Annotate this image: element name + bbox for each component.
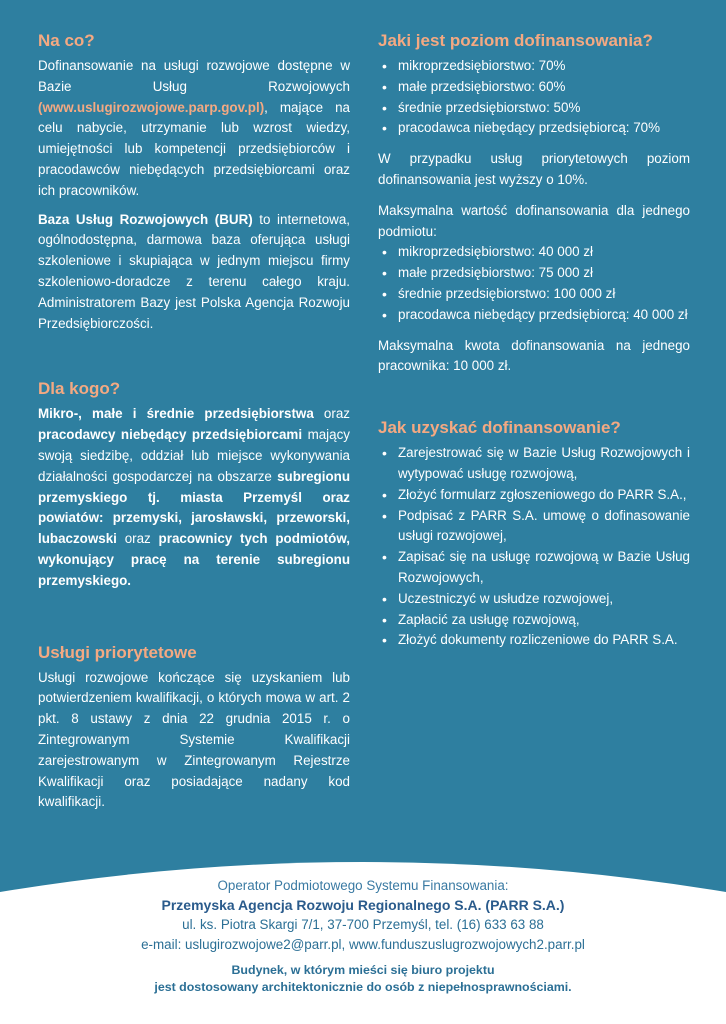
list-item: • pracodawca niebędący przedsiębiorcą: 70% [378, 118, 690, 139]
na-co-paragraph-2 [38, 210, 350, 335]
max-intro: Maksymalna wartość dofinansowania dla jednego podmiotu: [378, 202, 690, 239]
conj-2: oraz [116, 531, 159, 547]
list-item: • średnie przedsiębiorstwo: 50% [378, 98, 690, 119]
footer-accessibility-1: Budynek, w którym mieści się biuro projektu [231, 963, 495, 977]
section-jak-uzyskac [378, 417, 690, 651]
left-column [38, 30, 350, 813]
section-title-jak: Jak uzyskać dofinansowanie? [378, 418, 621, 438]
target-sme: Mikro-, małe i średnie przedsiębiorstwa [38, 406, 314, 422]
footer [0, 840, 726, 1024]
section-poziom [378, 30, 690, 377]
bur-name: Baza Usług Rozwojowych (BUR) [38, 211, 253, 227]
list-item: • małe przedsiębiorstwo: 60% [378, 77, 690, 98]
priority-note: W przypadku usług priorytetowych poziom dofinansowania jest wyższy o 10%. [378, 151, 690, 187]
list-item: • Uczestniczyć w usłudze rozwojowej, [378, 589, 690, 610]
list-item: • Złożyć formularz zgłoszeniowego do PARR S.A., [378, 485, 690, 506]
bur-description: to internetowa, ogólnodostępna, darmowa baza oferująca usługi szkoleniowe i skupiająca w jednym miejscu firmy szkoleniowo-doradcze z terenu całego kraju. Administratorem Bazy jest Polska Agencja Rozwoju Przedsiębiorczości. [38, 211, 351, 331]
section-na-co [38, 30, 350, 334]
list-item: • mikroprzedsiębiorstwo: 40 000 zł [378, 242, 690, 263]
footer-contact[interactable]: e-mail: uslugirozwojowe2@parr.pl, www.funduszuslugrozwojowych2.parr.pl [141, 936, 585, 952]
section-title-na-co: Na co? [38, 31, 95, 50]
na-co-text: Dofinansowanie na usługi rozwojowe dostępne w Bazie Usług Rozwojowych [38, 58, 350, 94]
funding-level-list [378, 56, 690, 139]
target-location-text: mający swoją siedzibę, oddział lub miejsce wykonywania działalności gospodarczej na obszarze [38, 427, 350, 484]
list-item: • Podpisać z PARR S.A. umowę o dofinasowanie usługi rozwojowej, [378, 506, 690, 548]
list-item: • mikroprzedsiębiorstwo: 70% [378, 56, 690, 77]
list-item: • Zapłacić za usługę rozwojową, [378, 610, 690, 631]
footer-text-block [0, 876, 726, 996]
footer-accessibility-2: jest dostosowany architektonicznie do osób z niepełnosprawnościami. [154, 980, 572, 994]
na-co-text-cont: , mające na celu nabycie, utrzymanie lub wzrost wiedzy, umiejętności lub kompetencji przedsiębiorców i pracodawców niebędących przedsiębiorcami oraz ich pracowników. [38, 99, 350, 198]
section-dla-kogo [38, 378, 350, 591]
dla-kogo-paragraph [38, 404, 350, 591]
list-item: • średnie przedsiębiorstwo: 100 000 zł [378, 284, 690, 305]
footer-address: ul. ks. Piotra Skargi 7/1, 37-700 Przemyśl, tel. (16) 633 63 88 [182, 917, 544, 932]
right-column [378, 30, 690, 651]
target-workers: pracownicy tych podmiotów, wykonujący pracę na terenie subregionu przemyskiego. [38, 531, 350, 588]
list-item: • małe przedsiębiorstwo: 75 000 zł [378, 263, 690, 284]
list-item: • pracodawca niebędący przedsiębiorcą: 40 000 zł [378, 305, 690, 326]
target-employers: pracodawcy niebędący przedsiębiorcami [38, 427, 303, 443]
per-worker-max: Maksymalna kwota dofinansowania na jednego pracownika: 10 000 zł. [378, 337, 690, 374]
section-title-dla-kogo: Dla kogo? [38, 379, 121, 399]
max-funding-list [378, 242, 690, 325]
footer-spacer [0, 954, 726, 962]
steps-list [378, 443, 690, 651]
section-uslugi-priorytetowe [38, 642, 350, 814]
bur-website-link[interactable]: (www.uslugirozwojowe.parp.gov.pl) [38, 99, 265, 115]
list-item: • Złożyć dokumenty rozliczeniowe do PARR S.A. [378, 630, 690, 651]
target-subregion: subregionu przemyskiego tj. miasta Przemyśl oraz powiatów: przemyski, jarosławski, przeworski, lubaczowski [38, 468, 350, 547]
footer-operator-label: Operator Podmiotowego Systemu Finansowania: [217, 878, 509, 893]
section-title-poziom: Jaki jest poziom dofinansowania? [378, 31, 653, 50]
section-title-uslugi: Usługi priorytetowe [38, 642, 197, 662]
conj: oraz [313, 406, 350, 422]
list-item: • Zapisać się na usługę rozwojową w Bazie Usług Rozwojowych, [378, 547, 690, 589]
na-co-paragraph-1 [38, 56, 350, 202]
uslugi-paragraph: Usługi rozwojowe kończące się uzyskaniem lub potwierdzeniem kwalifikacji, o których mowa w art. 2 pkt. 8 ustawy z dnia 22 grudnia 2015 r. o Zintegrowanym Systemie Kwalifikacji zarejestrowanym w Zintegrowanym Rejestrze Kwalifikacji oraz posiadające nadany kod kwalifikacji. [38, 669, 350, 810]
footer-organization-name: Przemyska Agencja Rozwoju Regionalnego S.A. (PARR S.A.) [161, 896, 565, 913]
list-item: • Zarejestrować się w Bazie Usług Rozwojowych i wytypować usługę rozwojową, [378, 443, 690, 485]
